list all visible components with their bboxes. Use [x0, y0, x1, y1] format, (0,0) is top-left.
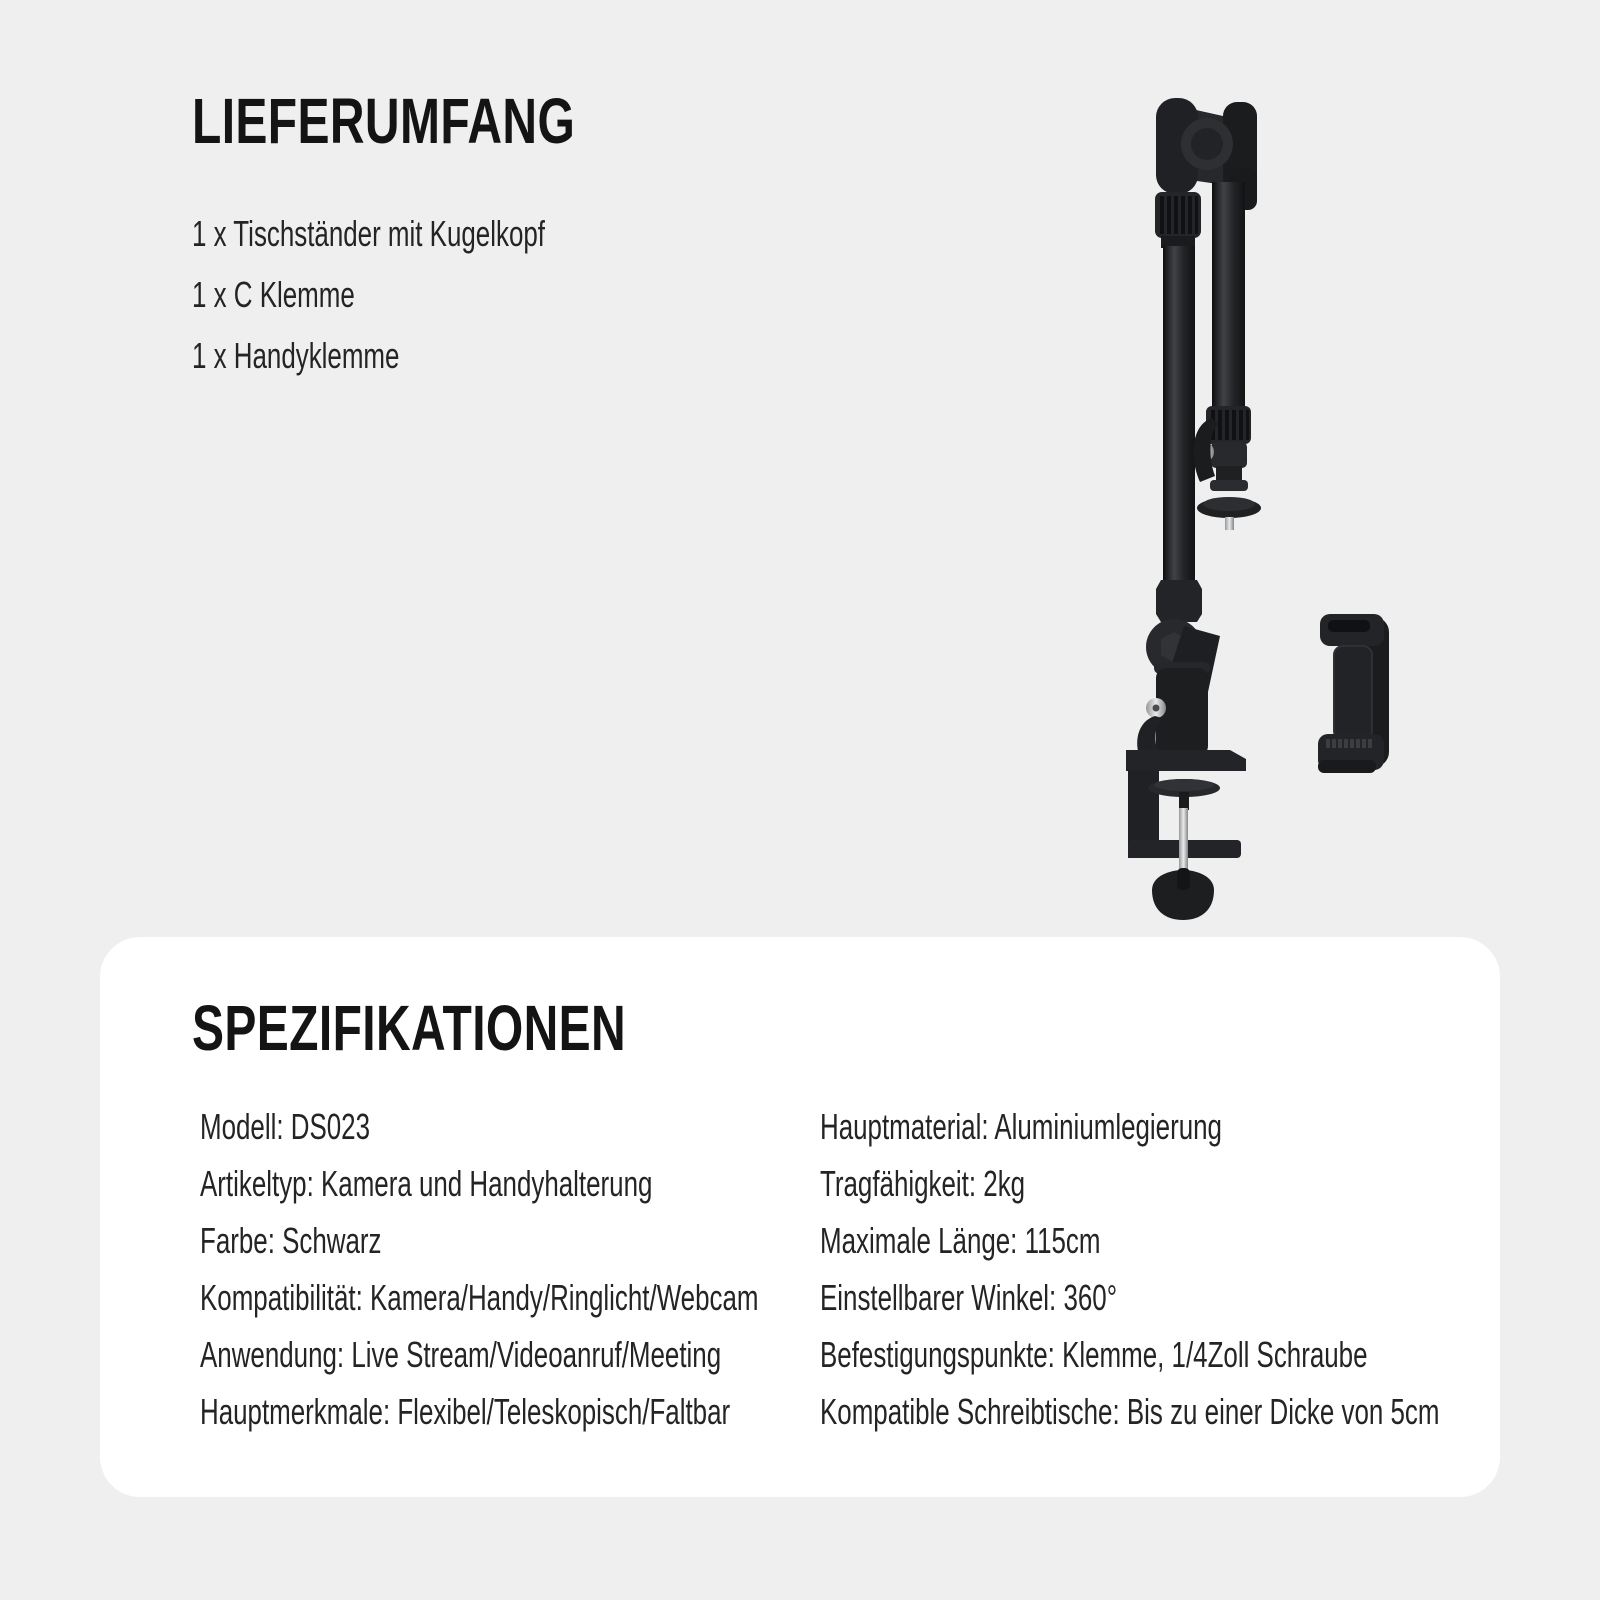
spec-row: Hauptmerkmale: Flexibel/Teleskopisch/Faltbar [200, 1391, 731, 1432]
spec-row: Befestigungspunkte: Klemme, 1/4Zoll Schraube [820, 1334, 1368, 1375]
product-image [1060, 70, 1440, 930]
specifications-title-text: SPEZIFIKATIONEN [192, 992, 627, 1064]
spec-row: Kompatibilität: Kamera/Handy/Ringlicht/Webcam [200, 1277, 759, 1318]
spec-row: Einstellbarer Winkel: 360° [820, 1277, 1118, 1318]
spec-row: Farbe: Schwarz [200, 1220, 382, 1261]
specifications-title [192, 991, 771, 1065]
c-clamp [1126, 750, 1246, 920]
list-item: 1 x Handyklemme [192, 335, 400, 376]
spec-row: Hauptmaterial: Aluminiumlegierung [820, 1106, 1222, 1147]
spec-row: Tragfähigkeit: 2kg [820, 1163, 1026, 1204]
spec-row: Maximale Länge: 115cm [820, 1220, 1101, 1261]
spec-row: Artikeltyp: Kamera und Handyhalterung [200, 1163, 653, 1204]
delivery-title [192, 84, 703, 158]
spec-column-left [200, 1106, 820, 1451]
phone-clamp [1318, 614, 1389, 773]
spec-columns [200, 1106, 1440, 1451]
spec-row: Modell: DS023 [200, 1106, 371, 1147]
list-item: 1 x Tischständer mit Kugelkopf [192, 213, 545, 254]
specifications-card [100, 937, 1500, 1497]
delivery-list [192, 213, 682, 399]
left-arm [1137, 192, 1220, 768]
spec-column-right [820, 1106, 1600, 1451]
spec-row: Kompatible Schreibtische: Bis zu einer Dicke von 5cm [820, 1391, 1440, 1432]
spec-row: Anwendung: Live Stream/Videoanruf/Meeting [200, 1334, 722, 1375]
desk-mount-stand-illustration [1060, 70, 1440, 930]
list-item: 1 x C Klemme [192, 274, 355, 315]
delivery-title-text: LIEFERUMFANG [192, 85, 576, 157]
ball-head-arm [1194, 182, 1261, 530]
